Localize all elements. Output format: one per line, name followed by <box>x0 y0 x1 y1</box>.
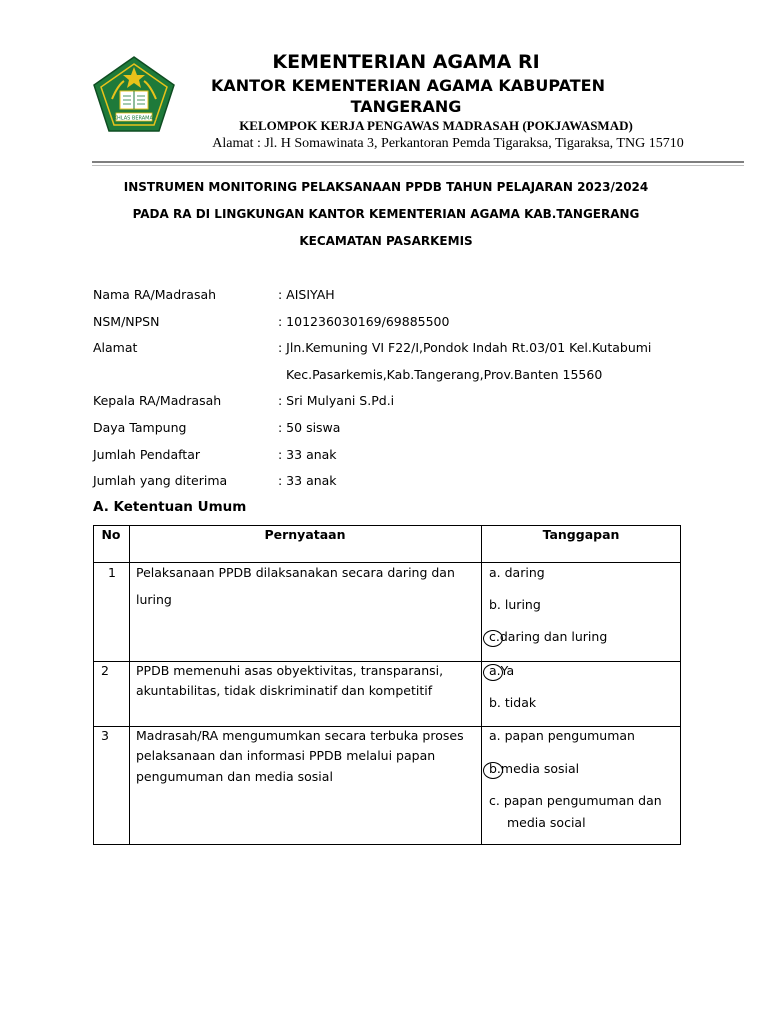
option-text: media sosial <box>500 761 580 776</box>
info-label-accepted: Jumlah yang diterima <box>93 473 228 488</box>
row-1-option-a <box>489 563 545 583</box>
info-value-address: : Jln.Kemuning VI F22/I,Pondok Indah Rt.03/01 Kel.Kutabumi <box>278 340 652 355</box>
option-letter: a. <box>489 663 501 678</box>
document-title-line1: INSTRUMEN MONITORING PELAKSANAAN PPDB TAHUN PELAJARAN 2023/2024 <box>123 180 649 194</box>
selected-answer-circle <box>483 762 503 779</box>
info-label-capacity: Daya Tampung <box>93 420 187 435</box>
row-3-no: 3 <box>101 728 109 743</box>
column-header-response: Tanggapan <box>542 527 620 542</box>
row-1-option-b <box>489 595 541 615</box>
column-header-no: No <box>101 527 121 542</box>
row-3-option-a <box>489 726 635 746</box>
row-3-option-c <box>489 791 662 811</box>
option-text: daring <box>504 565 545 580</box>
monitoring-table: No Pernyataan Tanggapan 1 Pelaksanaan PPDB dilaksanakan secara daring dan luring a. daring b. luring c.daring dan luring 2 PPDB memenuhi asas obyektivitas, transparansi, akuntabilitas, tidak diskriminatif dan kompetitif a.Ya b. tidak 3 Madrasah/RA mengumumkan secara terbuka proses pelaksanaan dan informasi PPDB melalui papan pengumuman dan media sosial a. papan pengumuman b.media sosial c. papan pengumuman dan media social <box>93 525 681 845</box>
row-2-statement-line1: PPDB memenuhi asas obyektivitas, transparansi, <box>136 663 444 678</box>
info-label-name: Nama RA/Madrasah <box>93 287 217 302</box>
info-label-nsm: NSM/NPSN <box>93 314 160 329</box>
header-divider-thin <box>92 165 744 166</box>
row-3-statement-line2: pelaksanaan dan informasi PPDB melalui papan <box>136 748 436 763</box>
info-value-head: : Sri Mulyani S.Pd.i <box>278 393 395 408</box>
ministry-name: KEMENTERIAN AGAMA RI <box>272 51 540 73</box>
row-2-statement-line2: akuntabilitas, tidak diskriminatif dan kompetitif <box>136 683 433 698</box>
option-letter: c. <box>489 629 500 644</box>
option-text: daring dan luring <box>499 629 608 644</box>
row-1-statement-line2: luring <box>136 592 172 607</box>
table-border <box>680 525 681 845</box>
column-header-statement: Pernyataan <box>264 527 346 542</box>
table-border <box>93 844 681 845</box>
row-3-option-c-line2: media social <box>507 815 586 830</box>
info-value-name: : AISIYAH <box>278 287 335 302</box>
selected-answer-circle <box>483 664 503 681</box>
info-value-nsm: : 101236030169/69885500 <box>278 314 450 329</box>
info-value-address-line2: Kec.Pasarkemis,Kab.Tangerang,Prov.Banten 15560 <box>286 367 603 382</box>
table-border <box>93 525 94 845</box>
option-text: Ya <box>500 663 515 678</box>
option-text: papan pengumuman <box>504 728 635 743</box>
row-2-no: 2 <box>101 663 109 678</box>
option-letter: c. <box>489 793 500 808</box>
office-name: KANTOR KEMENTERIAN AGAMA KABUPATEN <box>211 76 605 95</box>
option-text: tidak <box>504 695 537 710</box>
option-letter: a. <box>489 728 501 743</box>
header-divider <box>92 161 744 163</box>
svg-text:IKHLAS BERAMAL: IKHLAS BERAMAL <box>112 115 156 122</box>
row-1-statement-line1: Pelaksanaan PPDB dilaksanakan secara daring dan <box>136 565 455 580</box>
selected-answer-circle <box>483 630 503 647</box>
section-title: A. Ketentuan Umum <box>93 499 247 515</box>
row-3-statement-line1: Madrasah/RA mengumumkan secara terbuka proses <box>136 728 464 743</box>
option-letter: a. <box>489 565 501 580</box>
info-value-accepted: : 33 anak <box>278 473 337 488</box>
info-value-applicants: : 33 anak <box>278 447 337 462</box>
table-border <box>129 525 130 845</box>
office-region: TANGERANG <box>350 97 462 116</box>
document-title-line2: PADA RA DI LINGKUNGAN KANTOR KEMENTERIAN AGAMA KAB.TANGERANG <box>132 207 640 221</box>
option-text: papan pengumuman dan <box>499 793 662 808</box>
option-text: luring <box>504 597 541 612</box>
info-value-capacity: : 50 siswa <box>278 420 341 435</box>
info-label-applicants: Jumlah Pendaftar <box>93 447 200 462</box>
row-1-option-c <box>489 627 607 647</box>
kemenag-logo <box>92 55 176 133</box>
option-letter: b. <box>489 695 501 710</box>
option-letter: b. <box>489 761 501 776</box>
row-2-option-b <box>489 693 536 713</box>
option-letter: b. <box>489 597 501 612</box>
document-title-line3: KECAMATAN PASARKEMIS <box>299 234 473 248</box>
info-label-address: Alamat <box>93 340 138 355</box>
office-address: Alamat : Jl. H Somawinata 3, Perkantoran Pemda Tigaraksa, Tigaraksa, TNG 15710 <box>212 136 684 151</box>
info-label-head: Kepala RA/Madrasah <box>93 393 222 408</box>
table-border <box>481 525 482 845</box>
working-group-name: KELOMPOK KERJA PENGAWAS MADRASAH (POKJAWASMAD) <box>239 118 633 133</box>
row-3-statement-line3: pengumuman dan media sosial <box>136 769 333 784</box>
